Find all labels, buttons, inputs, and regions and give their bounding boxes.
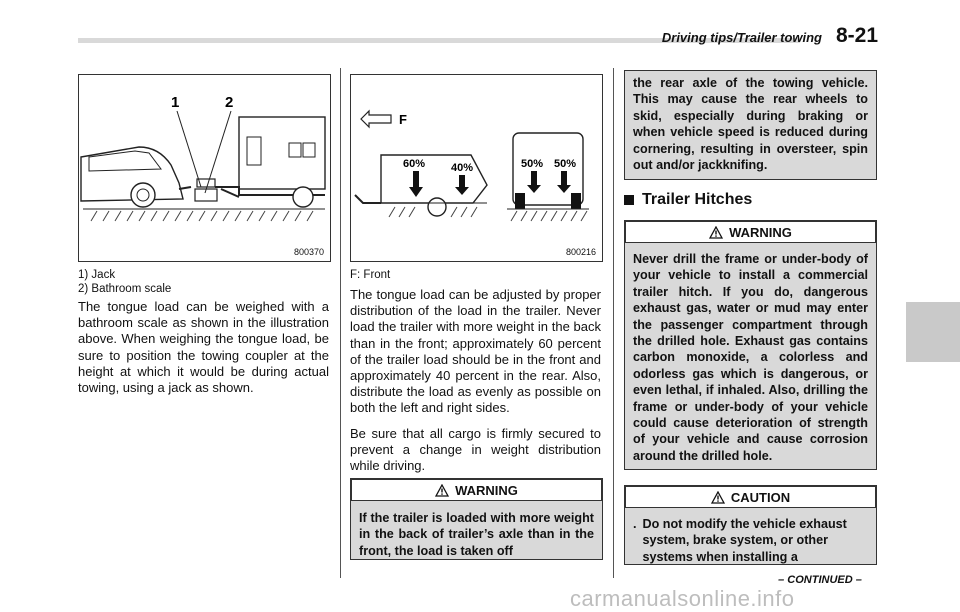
section-heading-text: Trailer Hitches	[642, 191, 753, 208]
section-title: Driving tips/Trailer towing	[661, 30, 822, 45]
legend-item: 1) Jack	[78, 269, 116, 281]
continued-label: – CONTINUED –	[778, 574, 862, 586]
warning-text: If the trailer is loaded with more weight in the back of trailer’s axle than in the front, the load is taken off	[359, 511, 594, 558]
warning-box-hitch	[624, 220, 877, 470]
caution-heading: CAUTION	[730, 489, 791, 505]
warning-triangle-icon	[709, 226, 723, 239]
left-body-text: The tongue load can be weighed with a bathroom scale as shown in the illustration above. When weighing the tongue load, be sure to position the towing coupler at the height at which it would be during actual towing, using a jack as shown.	[78, 299, 329, 396]
load-distribution-illustration	[351, 75, 602, 261]
warning-text: Never drill the frame or under-body of your vehicle to install a commercial trailer hitch. If you do, dangerous exhaust gas, water or mud may enter the passenger compartment through the drilled hole. Exhaust gas contains carbon monoxide, a colorless and odorless gas which is dangerous, or even lethal, if inhaled. Also, drilling the frame or under-body of your vehicle could cause deterioration of strength of your vehicle and cause corrosion around the drilled hole.	[633, 252, 868, 463]
figure-label-1: 1	[171, 94, 180, 111]
warning-heading: WARNING	[729, 224, 792, 240]
legend-item: 2) Bathroom scale	[78, 283, 172, 295]
section-square-icon	[624, 195, 634, 205]
caution-text: Do not modify the vehicle exhaust system, brake system, or other systems when installing a	[642, 517, 847, 564]
caution-item	[625, 508, 876, 565]
figure-load-distribution	[350, 74, 603, 262]
car-trailer-illustration	[79, 75, 330, 261]
figure-code: 800216	[565, 247, 596, 257]
load-left-label: 50%	[521, 158, 544, 170]
figure-tongue-load-scale	[78, 74, 331, 262]
middle-body-text-2: Be sure that all cargo is firmly secured to prevent a change in weight distribution while driving.	[350, 426, 601, 474]
load-front-label: 60%	[403, 158, 426, 170]
caution-box	[624, 485, 877, 565]
caution-triangle-icon	[711, 491, 725, 504]
caution-bullet: .	[633, 517, 637, 531]
warning-header	[625, 221, 876, 243]
warning-triangle-icon	[435, 484, 449, 497]
chapter-tab	[906, 302, 960, 362]
warning-continued-text: the rear axle of the towing vehicle. This may cause the rear wheels to skid, especially during braking or when vehicle speed is reduced during cornering, resulting in oversteer, spin out and/or jackknifing.	[633, 76, 868, 173]
page-number: 8-21	[836, 24, 879, 47]
front-label: F	[399, 112, 407, 127]
figure-code: 800370	[293, 247, 324, 257]
section-heading	[624, 191, 752, 209]
watermark: carmanualsonline.info	[570, 586, 795, 611]
warning-header	[351, 479, 602, 501]
warning-box-load	[350, 478, 603, 560]
load-rear-label: 40%	[451, 162, 474, 174]
middle-body-text-1: The tongue load can be adjusted by proper distribution of the load in the trailer. Never load the trailer with more weight in the back than in the front; approximately 60 percent of the trailer load should be in the front and approximately 40 percent in the rear. Also, distribute the load as evenly as possible on both the left and right sides.	[350, 287, 601, 416]
figure-caption: F: Front	[350, 269, 391, 281]
column-divider	[613, 68, 614, 578]
column-divider	[340, 68, 341, 578]
warning-heading: WARNING	[455, 482, 518, 498]
figure-legend	[78, 268, 329, 296]
warning-box-continued	[624, 70, 877, 180]
load-right-label: 50%	[554, 158, 577, 170]
figure-label-2: 2	[225, 94, 234, 111]
caution-header	[625, 486, 876, 508]
